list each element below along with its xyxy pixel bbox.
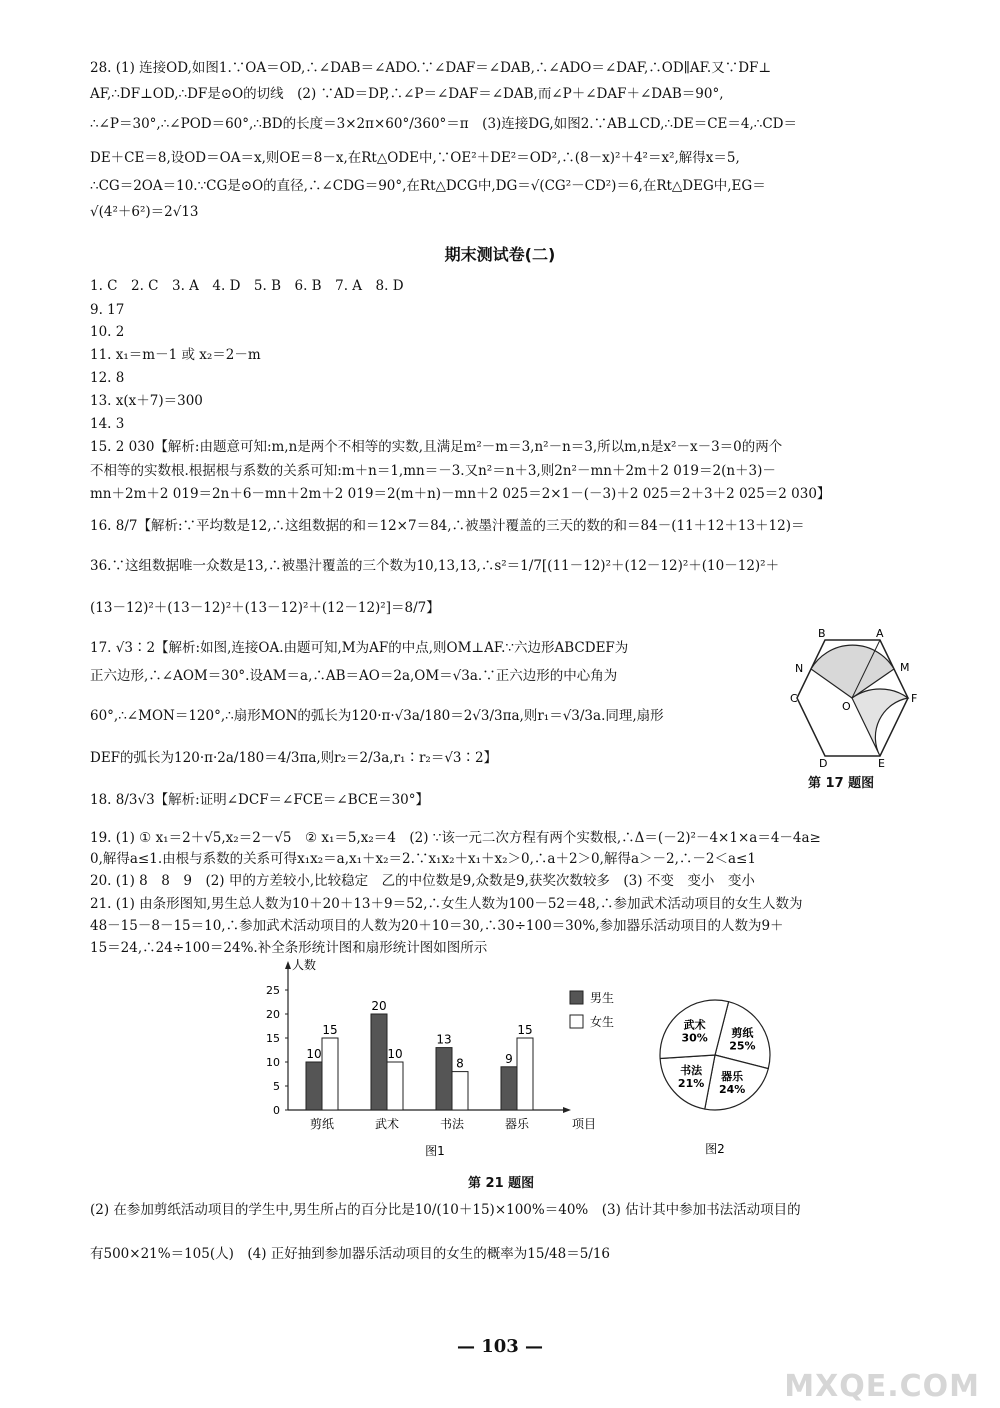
answer-9: 9. 17: [90, 302, 125, 318]
bar-chart: [250, 955, 650, 1160]
x-category-label: 器乐: [504, 1117, 530, 1131]
x-axis-label: 项目: [572, 1117, 597, 1131]
fig17-label-m: M: [900, 661, 910, 674]
pie-value-label: 21%: [677, 1077, 705, 1091]
q28-line-3: ∴∠P＝30°,∴∠POD＝60°,∴BD的长度＝3×2π×60°/360°＝π (3)连接DG,如图2.∵AB⊥CD,∴DE＝CE＝4,∴CD＝: [90, 116, 797, 132]
bar-value-label: 15: [322, 1023, 338, 1037]
pie-slice-label: 器乐: [721, 1069, 744, 1083]
legend-swatch: [570, 1015, 583, 1028]
pie-slice-label: 剪纸: [731, 1026, 754, 1040]
page-number: — 103 —: [456, 1336, 544, 1357]
q28-line-1: 28. (1) 连接OD,如图1.∵OA＝OD,∴∠DAB＝∠ADO.∵∠DAF＝∠DAB,∴∠ADO＝∠DAF,∴OD∥AF.又∵DF⊥: [90, 60, 772, 76]
fig17-label-b: B: [818, 628, 826, 640]
q21-line-1: 21. (1) 由条形图知,男生总人数为10＋20＋13＋9＝52,∴女生人数为100－52＝48,∴参加武术活动项目的女生人数为: [90, 896, 803, 912]
fig17-label-o: O: [842, 700, 851, 713]
bar: [387, 1062, 403, 1110]
y-axis-arrow: [285, 961, 291, 969]
x-category-label: 武术: [374, 1117, 400, 1131]
legend-label: 女生: [590, 1015, 615, 1029]
q15-line-2: 不相等的实数根.根据根与系数的关系可知:m＋n＝1,mn＝－3.又n²＝n＋3,则2n²－mn＋2m＋2 019＝2(n＋3)－: [90, 463, 776, 479]
q16-line-1: 16. 8/7【解析:∵平均数是12,∴这组数据的和＝12×7＝84,∴被墨汁覆盖的三天的数的和＝84－(11＋12＋13＋12)＝: [90, 518, 805, 534]
q28-line-4: DE＋CE＝8,设OD＝OA＝x,则OE＝8－x,在Rt△ODE中,∵OE²＋DE²＝OD²,∴(8－x)²＋4²＝x²,解得x＝5,: [90, 150, 740, 166]
q19-line-2: 0,解得a≤1.由根与系数的关系可得x₁x₂＝a,x₁＋x₂＝2.∵x₁x₂＋x₁＋x₂＞0,∴a＋2＞0,解得a＞－2,∴－2＜a≤1: [90, 851, 756, 867]
y-tick-label: 5: [273, 1080, 280, 1093]
answer-13: 13. x(x＋7)＝300: [90, 393, 203, 409]
section-title: 期末测试卷(二): [444, 245, 556, 264]
q15-line-3: mn＋2m＋2 019＝2n＋6－mn＋2m＋2 019＝2(m＋n)－mn＋2 025＝2×1－(－3)＋2 025＝2＋3＋2 025＝2 030】: [90, 486, 831, 502]
y-tick-label: 0: [273, 1104, 280, 1117]
choice-answers: 1. C 2. C 3. A 4. D 5. B 6. B 7. A 8. D: [90, 278, 404, 294]
hexagon-figure: [790, 628, 940, 768]
fig17-label-d: D: [819, 757, 828, 768]
bar-value-label: 15: [517, 1023, 533, 1037]
q17-line-1: 17. √3∶2【解析:如图,连接OA.由题可知,M为AF的中点,则OM⊥AF.∵六边形ABCDEF为: [90, 640, 629, 656]
q19-line-1: 19. (1) ① x₁＝2＋√5,x₂＝2－√5 ② x₁＝5,x₂＝4 (2) ∵该一元二次方程有两个实数根,∴Δ＝(－2)²－4×1×a＝4－4a≥: [90, 830, 821, 846]
answer-10: 10. 2: [90, 324, 125, 340]
q16-line-3: (13－12)²＋(13－12)²＋(13－12)²＋(12－12)²]＝8/7】: [90, 600, 440, 616]
y-tick-label: 10: [266, 1056, 280, 1069]
bar: [436, 1048, 452, 1110]
fig17-label-n: N: [795, 662, 804, 675]
bar: [306, 1062, 322, 1110]
fig17-label-e: E: [878, 757, 885, 768]
watermark: MXQE.COM: [784, 1369, 980, 1404]
bar-value-label: 10: [387, 1047, 403, 1061]
bar: [452, 1072, 468, 1110]
y-tick-label: 15: [266, 1032, 280, 1045]
q21b-line-1: (2) 在参加剪纸活动项目的学生中,男生所占的百分比是10/(10＋15)×100%＝40% (3) 估计其中参加书法活动项目的: [90, 1202, 801, 1218]
fig2-caption: 图2: [705, 1142, 725, 1156]
bar: [501, 1067, 517, 1110]
y-tick-label: 20: [266, 1008, 280, 1021]
y-axis-label: 人数: [292, 958, 317, 972]
fig17-label-a: A: [876, 628, 884, 640]
fig17-caption: 第 17 题图: [808, 776, 875, 791]
x-category-label: 书法: [439, 1117, 465, 1131]
q28-line-5: ∴CG＝2OA＝10.∵CG是⊙O的直径,∴∠CDG＝90°,在Rt△DCG中,DG＝√(CG²－CD²)＝6,在Rt△DEG中,EG＝: [90, 178, 766, 194]
q15-line-1: 15. 2 030【解析:由题意可知:m,n是两个不相等的实数,且满足m²－m＝3,n²－n＝3,所以m,n是x²－x－3＝0的两个: [90, 439, 783, 455]
answer-12: 12. 8: [90, 370, 125, 386]
q17-line-2: 正六边形,∴∠AOM＝30°.设AM＝a,∴AB＝AO＝2a,OM＝√3a.∵正六边形的中心角为: [90, 668, 618, 684]
bar-value-label: 8: [456, 1056, 464, 1071]
bar-value-label: 9: [505, 1051, 513, 1066]
q28-line-6: √(4²＋6²)＝2√13: [90, 204, 199, 220]
q16-line-2: 36.∵这组数据唯一众数是13,∴被墨汁覆盖的三个数为10,13,13,∴s²＝1/7[(11－12)²＋(12－12)²＋(10－12)²＋: [90, 558, 780, 574]
q21-line-2: 48－15－8－15＝10,∴参加武术活动项目的人数为20＋10＝30,∴30÷100＝30%,参加器乐活动项目的人数为9＋: [90, 918, 784, 934]
answer-11: 11. x₁＝m－1 或 x₂＝2－m: [90, 347, 261, 363]
y-tick-label: 25: [266, 984, 280, 997]
bar: [371, 1014, 387, 1110]
x-axis-arrow: [563, 1107, 571, 1113]
q21b-line-2: 有500×21%＝105(人) (4) 正好抽到参加器乐活动项目的女生的概率为15/48＝5/16: [90, 1246, 611, 1262]
q28-line-2: AF,∴DF⊥OD,∴DF是⊙O的切线 (2) ∵AD＝DP,∴∠P＝∠DAF＝∠DAB,而∠P＋∠DAF＋∠DAB＝90°,: [90, 86, 724, 102]
pie-chart: [645, 985, 785, 1160]
bar-value-label: 13: [436, 1032, 452, 1047]
fig17-label-f: F: [911, 692, 918, 705]
pie-value-label: 24%: [718, 1082, 746, 1096]
bar: [322, 1038, 338, 1110]
answer-14: 14. 3: [90, 416, 125, 432]
q17-line-3: 60°,∴∠MON＝120°,∴扇形MON的弧长为120·π·√3a/180＝2√3/3πa,则r₁＝√3/3a.同理,扇形: [90, 708, 664, 724]
legend-swatch: [570, 991, 583, 1004]
bar-value-label: 20: [371, 999, 387, 1013]
q21-line-3: 15＝24,∴24÷100＝24%.补全条形统计图和扇形统计图如图所示: [90, 940, 488, 956]
fig21-caption: 第 21 题图: [468, 1176, 535, 1191]
pie-value-label: 25%: [729, 1039, 756, 1053]
fig1-caption: 图1: [425, 1144, 445, 1158]
q18-line: 18. 8/3√3【解析:证明∠DCF＝∠FCE＝∠BCE＝30°】: [90, 792, 430, 808]
x-category-label: 剪纸: [309, 1117, 335, 1131]
pie-slice-label: 书法: [680, 1064, 703, 1078]
pie-slice-label: 武术: [683, 1018, 706, 1032]
q17-line-4: DEF的弧长为120·π·2a/180＝4/3πa,则r₂＝2/3a,r₁∶r₂＝√3∶2】: [90, 750, 498, 766]
pie-value-label: 30%: [681, 1031, 708, 1045]
q20-line: 20. (1) 8 8 9 (2) 甲的方差较小,比较稳定 乙的中位数是9,众数是9,获奖次数较多 (3) 不变 变小 变小: [90, 873, 755, 889]
legend-label: 男生: [590, 991, 615, 1005]
bar: [517, 1038, 533, 1110]
fig17-label-c: C: [790, 692, 798, 705]
bar-value-label: 10: [306, 1047, 322, 1061]
